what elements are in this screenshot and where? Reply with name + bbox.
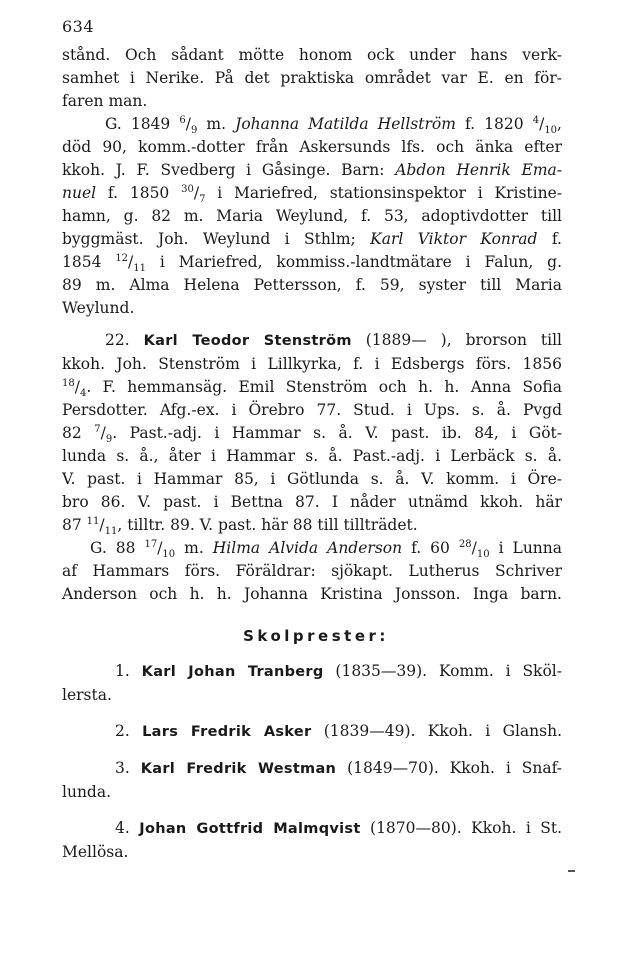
entry-name: Lars Fredrik Asker xyxy=(142,724,312,740)
list-item: 3. Karl Fredrik Westman (1849—70). Kkoh. i Snaf- lunda. xyxy=(62,759,562,801)
text-line: 89 m. Alma Helena Pettersson, f. 59, syster till Maria xyxy=(62,276,562,294)
list-item: 4. Johan Gottfrid Malmqvist (1870—80). Kkoh. i St. Mellösa. xyxy=(62,819,563,861)
entry-number: 2. xyxy=(115,722,130,740)
entry-number: 4. xyxy=(115,819,130,837)
marriage-line: G. 1849 $^6/_9$ m. Johanna Matilda Hellström f. 1820 $^4/_{10}$, xyxy=(105,114,562,137)
text-line: stånd. Och sådant mötte honom ock under hans verk- xyxy=(62,46,562,64)
text-line: samhet i Nerike. På det praktiska området var E. en för- xyxy=(62,69,562,87)
entry-list xyxy=(62,660,562,864)
text-line: Anderson och h. h. Johanna Kristina Jonsson. Inga barn. xyxy=(62,585,562,603)
entry-name: Karl Johan Tranberg xyxy=(141,664,324,680)
text-line: död 90, komm.-dotter från Askersunds lfs. och änka efter xyxy=(62,138,562,156)
entry-number: 1. xyxy=(115,662,130,680)
entry-number: 3. xyxy=(115,759,130,777)
text-line: bro 86. V. past. i Bettna 87. I nåder utnämd kkoh. här xyxy=(62,493,562,511)
text-line: Weylund. xyxy=(62,299,135,317)
print-mark xyxy=(568,870,575,872)
text-line: kkoh. J. F. Svedberg i Gåsinge. Barn: Abdon Henrik Ema- xyxy=(62,161,562,179)
text-line: 1854 $^{12}/_{11}$ i Mariefred, kommiss.-landtmätare i Falun, g. xyxy=(62,252,562,275)
text-line: 87 $^{11}/_{11}$, tilltr. 89. V. past. här 88 till tillträdet. xyxy=(62,515,418,538)
entry-22 xyxy=(62,329,562,606)
entry-number: 22. xyxy=(105,331,130,349)
text-line: kkoh. Joh. Stenström i Lillkyrka, f. i Edsbergs förs. 1856 xyxy=(62,355,562,373)
list-item: 2. Lars Fredrik Asker (1839—49). Kkoh. i Glansh. xyxy=(115,722,562,740)
text-line: byggmäst. Joh. Weylund i Sthlm; Karl Viktor Konrad f. xyxy=(62,230,562,248)
marriage-line: G. 88 $^{17}/_{10}$ m. Hilma Alvida Anderson f. 60 $^{28}/_{10}$ i Lunna xyxy=(90,538,563,561)
text-line: hamn, g. 82 m. Maria Weylund, f. 53, adoptivdotter till xyxy=(62,207,562,225)
entry-name: Karl Teodor Stenström xyxy=(143,333,352,349)
page-number: 634 xyxy=(62,17,95,36)
spouse-name: Hilma Alvida Anderson xyxy=(212,539,403,557)
paragraph-continuation xyxy=(62,44,562,320)
list-item: 1. Karl Johan Tranberg (1835—39). Komm. i Sköl- lersta. xyxy=(62,662,562,704)
text-line: 82 $^7/_9$. Past.-adj. i Hammar s. å. V. past. ib. 84, i Göt- xyxy=(62,423,562,446)
child-name: Abdon Henrik Ema- xyxy=(395,161,562,179)
text-line: faren man. xyxy=(62,92,148,110)
spouse-name: Johanna Matilda Hellström xyxy=(235,115,456,133)
text-line: V. past. i Hammar 85, i Götlunda s. å. V. komm. i Öre- xyxy=(62,470,562,488)
entry-name: Johan Gottfrid Malmqvist xyxy=(139,821,361,837)
entry-name: Karl Fredrik Westman xyxy=(140,761,337,777)
text-line: af Hammars förs. Föräldrar: sjökapt. Lutherus Schriver xyxy=(62,562,562,580)
text-line: nuel f. 1850 $^{30}/_7$ i Mariefred, stationsinspektor i Kristine- xyxy=(62,183,562,206)
entry-heading-line: 22. Karl Teodor Stenström (1889— ), brorson till xyxy=(105,331,562,349)
text-line: lunda s. å., åter i Hammar s. å. Past.-adj. i Lerbäck s. å. xyxy=(62,447,562,465)
child-name: Karl Viktor Konrad xyxy=(370,230,538,248)
text-line: $^{18}/_4$. F. hemmansäg. Emil Stenström och h. h. Anna Sofia xyxy=(62,377,562,400)
text-line: Persdotter. Afg.-ex. i Örebro 77. Stud. i Ups. s. å. Pvgd xyxy=(62,401,562,419)
section-heading: Skolprester: xyxy=(243,627,389,645)
